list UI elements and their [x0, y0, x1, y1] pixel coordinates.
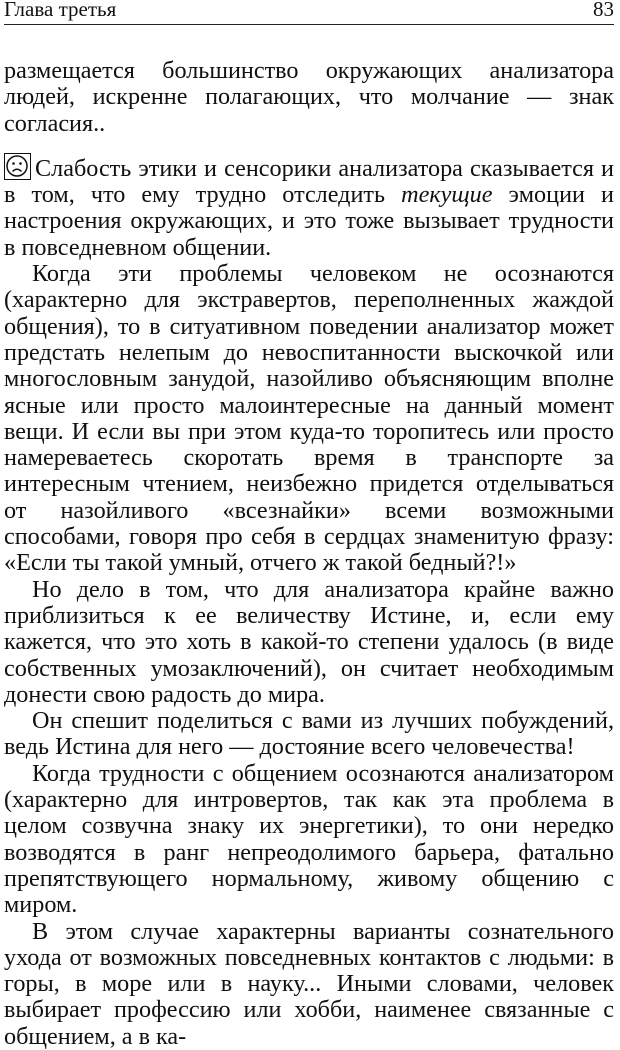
paragraph-2-start: Слабость этики и сенсорики анализатора сказывается и в том, что ему трудно отследить	[4, 154, 614, 209]
paragraph-3: Когда эти проблемы человеком не осознаются (характерно для экстравертов, переполненных жаждой общения), то в ситуативном поведении анализатор может предстать нелепым до невоспитанности выскочкой или многословным занудой, назойливо объясняющим вполне ясные или просто малоинтересные на данный момент вещи. И если вы при этом куда-то торопитесь или просто намереваетесь скоротать время в транспорте за интересным чтением, неизбежно придется отделываться от назойливого «всезнайки» всеми возможными способами, говоря про себя в сердцах знаменитую фразу: «Если ты такой умный, отчего ж такой бедный?!»	[4, 260, 614, 577]
paragraph-2	[4, 153, 614, 261]
paragraph-4: Но дело в том, что для анализатора крайне важно приблизиться к ее величеству Истине, и, если ему кажется, что это хоть в какой-то степени удалось (в виде собственных умозаключений), он считает необходимым донести свою радость до мира.	[4, 575, 614, 708]
paragraph-2-end: эмоции и настроения окружающих, и это тоже вызывает трудности в повседневном общении.	[4, 181, 614, 261]
running-header	[4, 0, 614, 25]
paragraph-6: Когда трудности с общением осознаются анализатором (характерно для интровертов, так как эта проблема в целом созвучна знаку их энергетики), то они нередко возводятся в ранг непреодолимого барьера, фатально препятствующего нормальному, живому общению с миром.	[4, 759, 614, 919]
body-text	[4, 58, 614, 1050]
sad-face-icon	[4, 153, 31, 180]
chapter-title: Глава третья	[4, 0, 117, 21]
page-number: 83	[593, 0, 614, 21]
paragraph-2-emphasis: текущие	[401, 181, 493, 209]
paragraph-1: размещается большинство окружающих анализатора людей, искренне полагающих, что молчание — знак согласия..	[4, 57, 614, 137]
paragraph-5: Он спешит поделиться с вами из лучших побуждений, ведь Истина для него — достояние всего человечества!	[4, 707, 614, 761]
paragraph-7: В этом случае характерны варианты сознательного ухода от возможных повседневных контактов с людьми: в горы, в море или в науку... Иными словами, человек выбирает профессию или хобби, наименее связанные с общением, а в ка-	[4, 917, 614, 1050]
